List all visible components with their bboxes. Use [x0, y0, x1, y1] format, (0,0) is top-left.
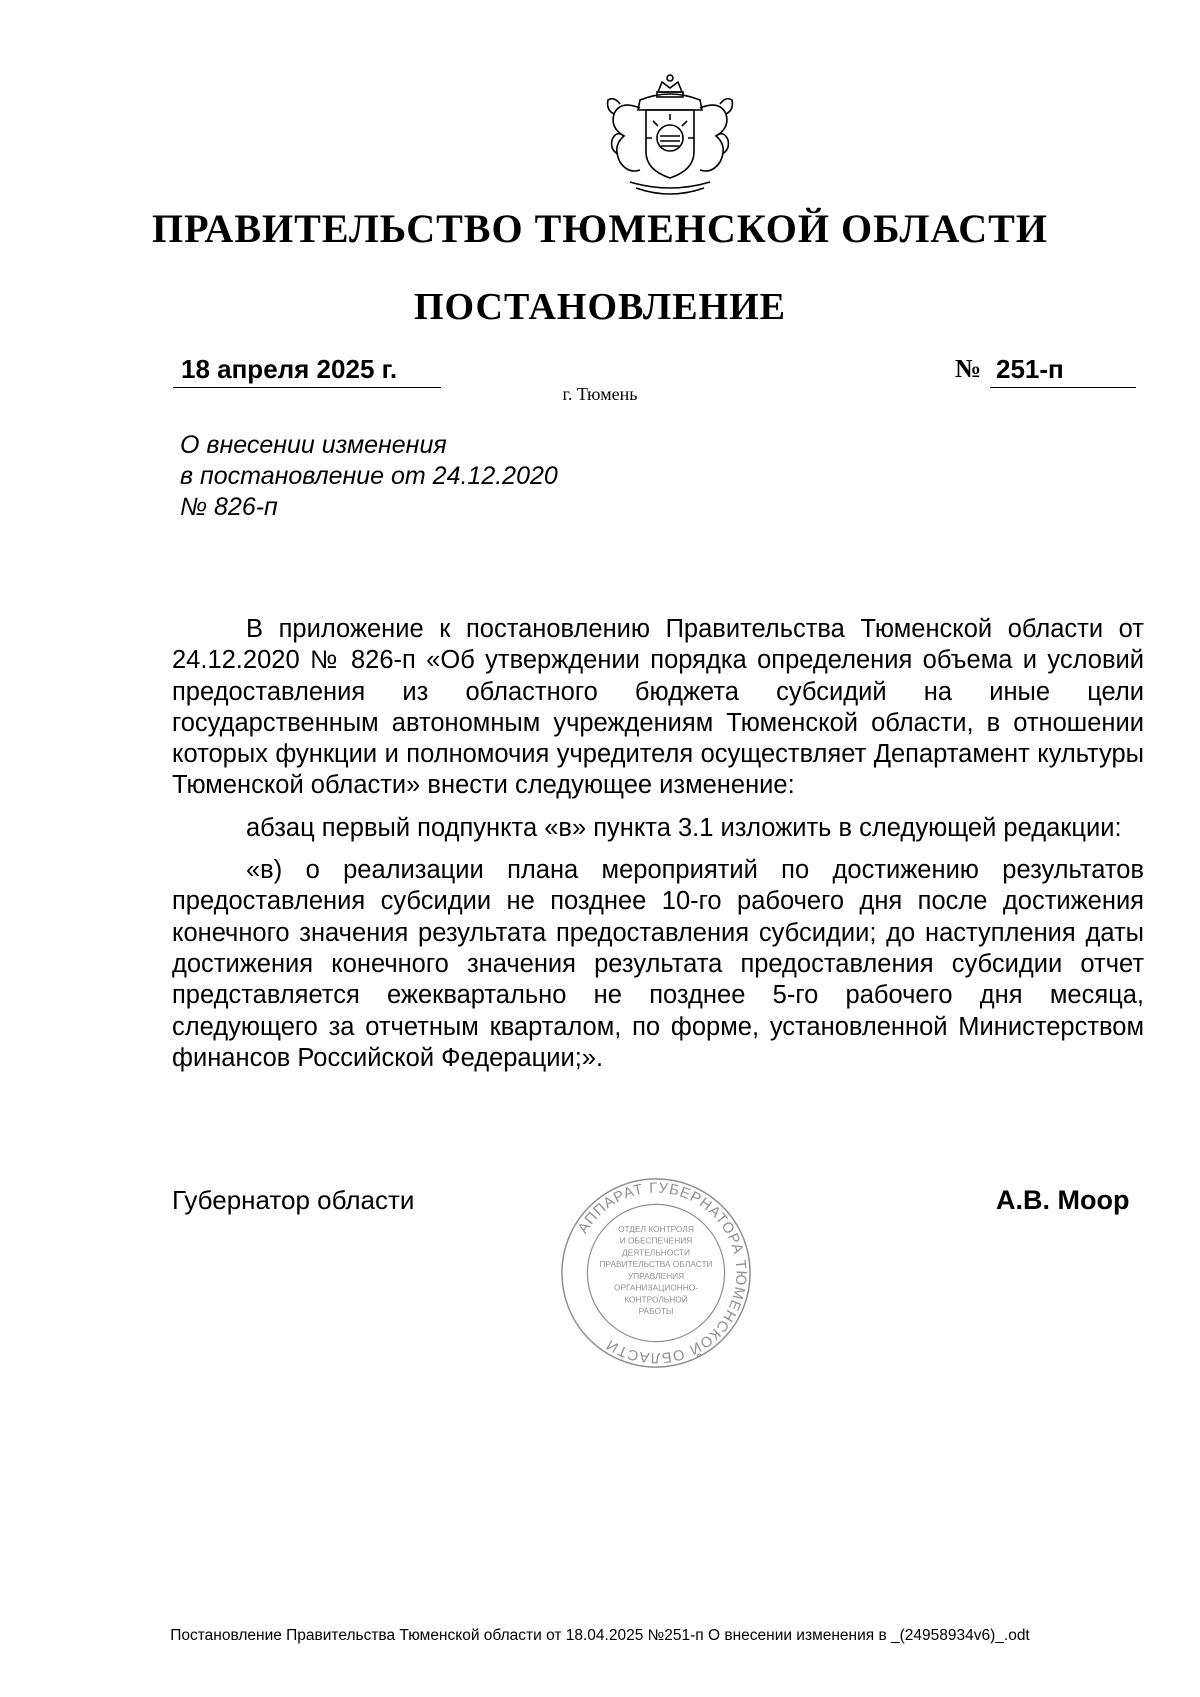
stamp-line: ОРГАНИЗАЦИОННО-	[613, 1282, 699, 1293]
stamp-line: ОТДЕЛ КОНТРОЛЯ	[618, 1223, 694, 1234]
stamp-outer-text: АППАРАТ ГУБЕРНАТОРА ТЮМЕНСКОЙ ОБЛАСТИ	[575, 1180, 749, 1366]
document-body	[172, 614, 1144, 1074]
stamp-line: РАБОТЫ	[638, 1306, 674, 1317]
document-date: 18 апреля 2025 г.	[181, 354, 398, 384]
stamp-line: И ОБЕСПЕЧЕНИЯ	[619, 1235, 693, 1246]
stamp-line: УПРАВЛЕНИЯ	[627, 1270, 685, 1281]
body-paragraph: абзац первый подпункта «в» пункта 3.1 изложить в следующей редакции:	[246, 813, 1122, 842]
subject-line: в постановление от 24.12.2020	[180, 462, 558, 490]
signer-name: А.В. Моор	[996, 1185, 1130, 1215]
subject-line: О внесении изменения	[180, 431, 447, 459]
document-subject	[180, 430, 558, 523]
organization-title: ПРАВИТЕЛЬСТВО ТЮМЕНСКОЙ ОБЛАСТИ	[152, 206, 1048, 251]
coat-of-arms-icon	[590, 70, 750, 210]
document-number-field	[990, 354, 1136, 388]
stamp-line: ПРАВИТЕЛЬСТВА ОБЛАСТИ	[599, 1259, 713, 1270]
footer-file-reference: Постановление Правительства Тюменской области от 18.04.2025 №251-п О внесении изменения в _(24958934v6)_.odt	[170, 1627, 1030, 1644]
subject-line: № 826-п	[180, 493, 278, 521]
city: г. Тюмень	[562, 384, 638, 404]
official-stamp	[558, 1175, 754, 1371]
document-number: 251-п	[996, 354, 1064, 384]
number-label: №	[955, 354, 982, 383]
signer-title: Губернатор области	[172, 1185, 415, 1215]
stamp-line: КОНТРОЛЬНОЙ	[624, 1294, 688, 1305]
stamp-line: ДЕЯТЕЛЬНОСТИ	[621, 1247, 691, 1258]
document-type-title: ПОСТАНОВЛЕНИЕ	[413, 286, 787, 328]
body-paragraph: В приложение к постановлению Правительства Тюменской области от 24.12.2020 № 826-п «Об утверждении порядка определения объема и условий предоставления из областного бюджета субсидий на иные цели государственным автономным учреждениям Тюменской области, в отношении которых функции и полномочия учредителя осуществляет Департамент культуры Тюменской области» внести следующее изменение:	[172, 615, 1144, 800]
document-date-field	[173, 354, 441, 388]
body-paragraph: «в) о реализации плана мероприятий по достижению результатов предоставления субсидии не позднее 10-го рабочего дня после достижения конечного значения результата предоставления субсидии; до наступления даты достижения конечного значения результата предоставления субсидии отчет представляется ежеквартально не позднее 5-го рабочего дня месяца, следующего за отчетным кварталом, по форме, установленной Министерством финансов Российской Федерации;».	[172, 856, 1144, 1072]
